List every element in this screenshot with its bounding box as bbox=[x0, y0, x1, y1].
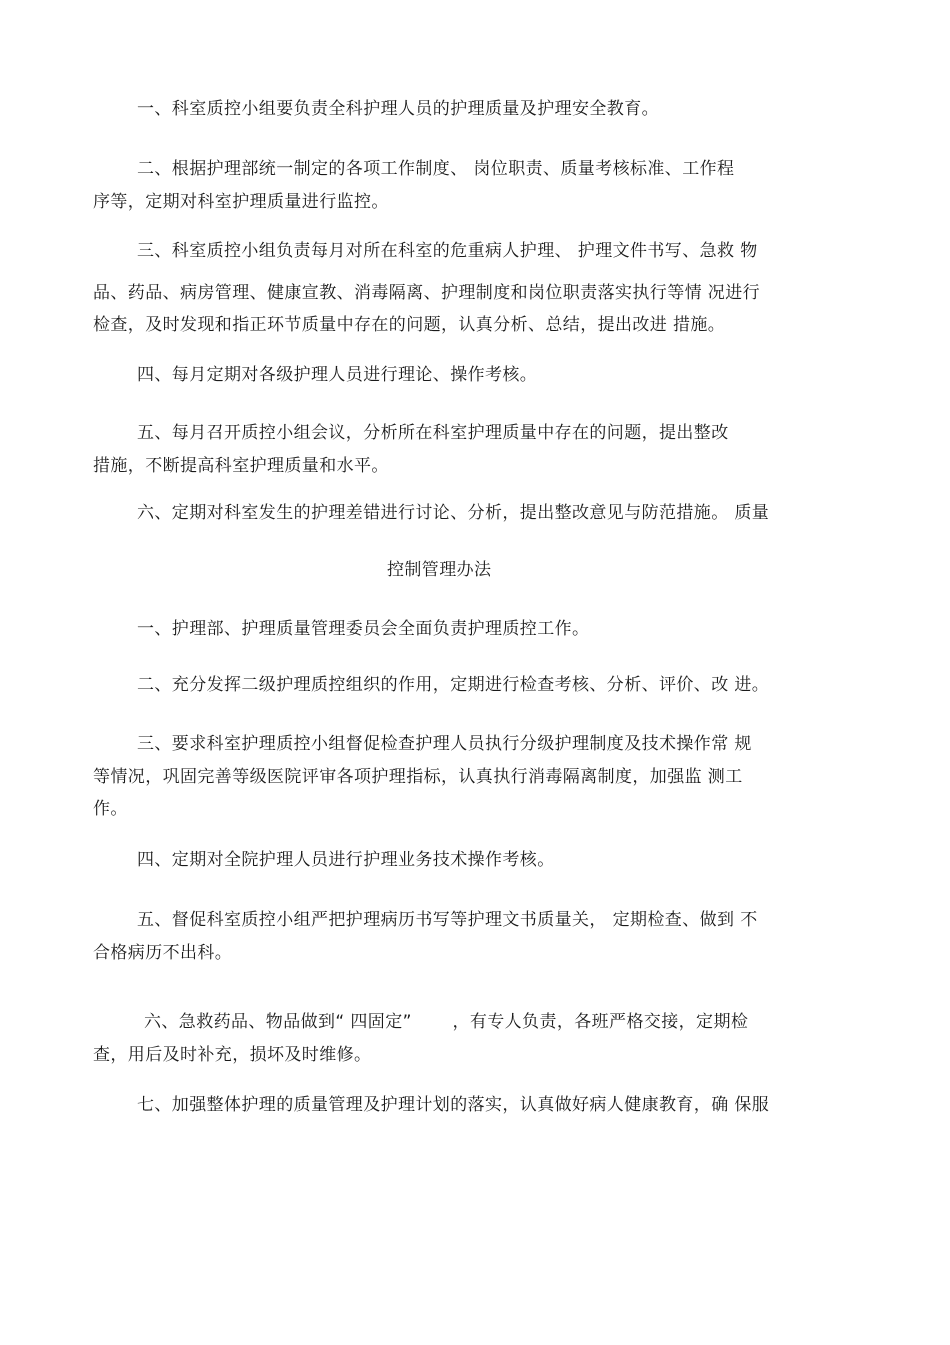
text-line: 六、定期对科室发生的护理差错进行讨论、分析，提出整改意见与防范措施。 质量 bbox=[137, 503, 770, 523]
text-line: 等情况，巩固完善等级医院评审各项护理指标，认真执行消毒隔离制度，加强监 测工 bbox=[93, 767, 743, 787]
text-line: 措施，不断提高科室护理质量和水平。 bbox=[93, 456, 389, 476]
text-line: 三、要求科室护理质控小组督促检查护理人员执行分级护理制度及技术操作常 规 bbox=[137, 734, 752, 754]
text-line: 序等，定期对科室护理质量进行监控。 bbox=[93, 192, 389, 212]
text-line: 四、每月定期对各级护理人员进行理论、操作考核。 bbox=[137, 365, 538, 385]
text-line: 一、科室质控小组要负责全科护理人员的护理质量及护理安全教育。 bbox=[137, 99, 659, 119]
text-line: 四、定期对全院护理人员进行护理业务技术操作考核。 bbox=[137, 850, 555, 870]
text-line: 五、每月召开质控小组会议，分析所在科室护理质量中存在的问题，提出整改 bbox=[137, 423, 729, 443]
section-title: 控制管理办法 bbox=[387, 560, 492, 580]
text-line: 一、护理部、护理质量管理委员会全面负责护理质控工作。 bbox=[137, 619, 590, 639]
text-line: 品、药品、病房管理、健康宣教、消毒隔离、护理制度和岗位职责落实执行等情 况进行 bbox=[93, 283, 761, 303]
text-line: 二、根据护理部统一制定的各项工作制度、 岗位职责、质量考核标准、工作程 bbox=[137, 159, 735, 179]
text-line: 作。 bbox=[93, 799, 128, 819]
text-line: 合格病历不出科。 bbox=[93, 943, 233, 963]
text-line: 六、急救药品、物品做到“ 四固定” ，有专人负责，各班严格交接，定期检 bbox=[144, 1012, 749, 1032]
text-line: 查，用后及时补充，损坏及时维修。 bbox=[93, 1045, 372, 1065]
text-line: 二、充分发挥二级护理质控组织的作用，定期进行检查考核、分析、评价、改 进。 bbox=[137, 675, 770, 695]
text-line: 七、加强整体护理的质量管理及护理计划的落实，认真做好病人健康教育，确 保服 bbox=[137, 1095, 770, 1115]
text-line: 检查，及时发现和指正环节质量中存在的问题，认真分析、总结，提出改进 措施。 bbox=[93, 315, 726, 335]
text-line: 五、督促科室质控小组严把护理病历书写等护理文书质量关， 定期检查、做到 不 bbox=[137, 910, 758, 930]
text-line: 三、科室质控小组负责每月对所在科室的危重病人护理、 护理文件书写、急救 物 bbox=[137, 241, 758, 261]
